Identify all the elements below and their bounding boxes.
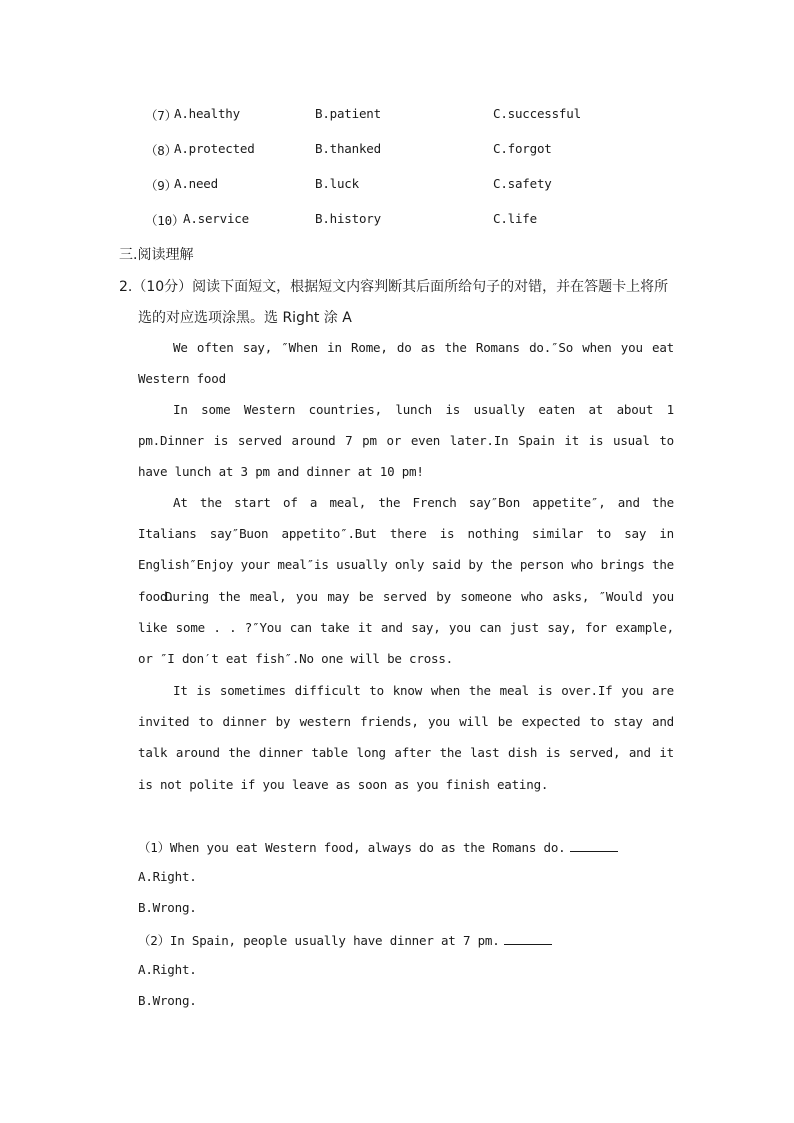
section-heading: 三.阅读理解 xyxy=(119,247,194,263)
option-number: （10） xyxy=(145,213,185,228)
option-a: A.service xyxy=(183,211,249,226)
option-a: A.need xyxy=(174,176,218,191)
item-2-stem-text: （2）In Spain, people usually have dinner at 7 pm. xyxy=(138,933,500,948)
item-1-option-a[interactable]: A.Right. xyxy=(138,869,197,884)
option-b: B.luck xyxy=(315,176,359,191)
option-c: C.life xyxy=(493,211,537,226)
item-2-stem xyxy=(138,931,552,949)
item-2-option-b[interactable]: B.Wrong. xyxy=(138,993,197,1008)
item-1-stem xyxy=(138,838,618,856)
passage-paragraph-5: It is sometimes difficult to know when the meal is over.If you are invited to dinner by western friends, you will be expected to stay and talk around the dinner table long after the last dish is served, and it is not polite if you leave as soon as you finish eating. xyxy=(138,683,674,792)
option-c: C.forgot xyxy=(493,141,552,156)
option-number: （7） xyxy=(145,108,177,123)
option-b: B.history xyxy=(315,211,381,226)
answer-blank[interactable] xyxy=(570,840,618,852)
option-number: （8） xyxy=(145,143,177,158)
passage-paragraph-1: We often say, ″When in Rome, do as the Romans do.″So when you eat Western food xyxy=(138,340,674,387)
question-instruction-line2: 选的对应选项涂黑。选 Right 涂 A xyxy=(138,310,352,326)
option-a: A.healthy xyxy=(174,106,240,121)
passage-paragraph-4: During the meal, you may be served by someone who asks, ″Would you like some . . ?″You can take it and say, you can just say, for example, or ″I don′t eat fish″.No one will be cross. xyxy=(138,589,674,667)
question-instruction-line1: 2.（10分）阅读下面短文，根据短文内容判断其后面所给句子的对错，并在答题卡上将所 xyxy=(119,279,669,295)
option-c: C.safety xyxy=(493,176,552,191)
item-1-stem-text: （1）When you eat Western food, always do as the Romans do. xyxy=(138,840,566,855)
option-a: A.protected xyxy=(174,141,255,156)
passage-paragraph-2: In some Western countries, lunch is usually eaten at about 1 pm.Dinner is served around 7 pm or even later.In Spain it is usual to have lunch at 3 pm and dinner at 10 pm! xyxy=(138,402,674,480)
option-b: B.thanked xyxy=(315,141,381,156)
option-b: B.patient xyxy=(315,106,381,121)
option-c: C.successful xyxy=(493,106,581,121)
option-number: （9） xyxy=(145,178,177,193)
item-1-option-b[interactable]: B.Wrong. xyxy=(138,900,197,915)
item-2-option-a[interactable]: A.Right. xyxy=(138,962,197,977)
passage-paragraph-3: At the start of a meal, the French say″Bon appetite″, and the Italians say″Buon appetito″.But there is nothing similar to say in English″Enjoy your meal″is usually only said by the person who brings the food. xyxy=(138,495,674,604)
answer-blank[interactable] xyxy=(504,933,552,945)
